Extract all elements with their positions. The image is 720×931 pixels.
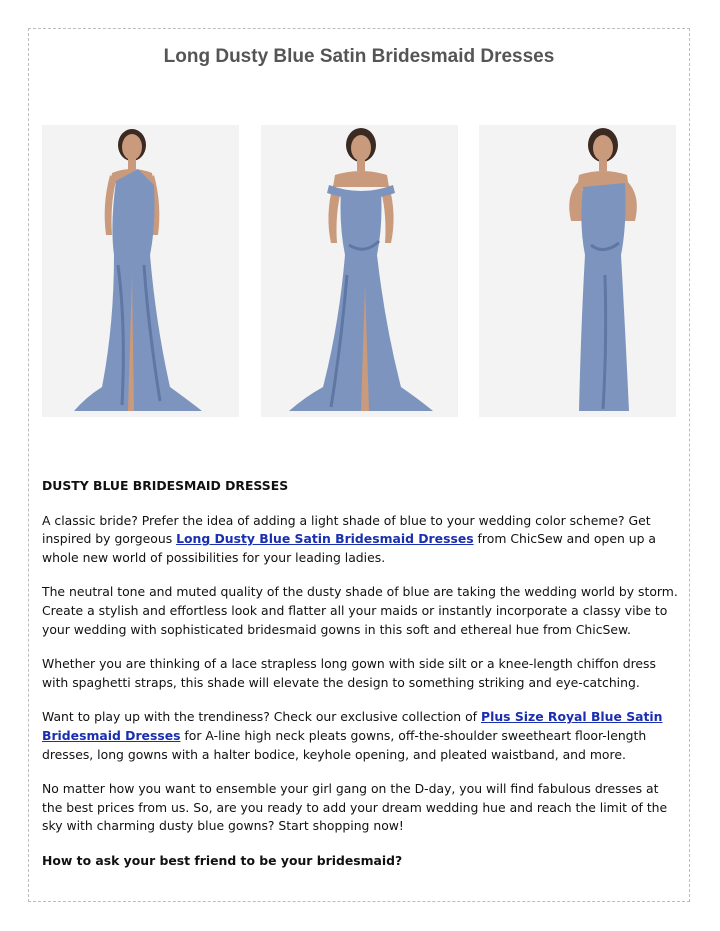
dress-photo-one-shoulder <box>42 125 239 417</box>
closing-heading: How to ask your best friend to be your bridesmaid? <box>42 852 403 868</box>
link-plus-size-royal-blue-satin-bridesmaid-dresses[interactable]: Plus Size Royal Blue Satin Bridesmaid Dresses <box>42 709 663 743</box>
page-title: Long Dusty Blue Satin Bridesmaid Dresses <box>163 46 555 67</box>
paragraph-lace-chiffon: Whether you are thinking of a lace strapless long gown with side silt or a knee-length chiffon dress with spaghetti straps, this shade will elevate the design to something striking and eye-catching. <box>42 656 656 690</box>
paragraph-text: A classic bride? Prefer the idea of adding a light shade of blue to your wedding color scheme? Get inspired by gorgeous <box>42 512 651 547</box>
section-heading: DUSTY BLUE BRIDESMAID DRESSES <box>42 478 289 493</box>
paragraph-text: from ChicSew and open up a whole new world of possibilities for your leading ladies. <box>42 531 657 565</box>
link-long-dusty-blue-satin-bridesmaid-dresses[interactable]: Long Dusty Blue Satin Bridesmaid Dresses <box>176 531 474 547</box>
paragraph-shopping: No matter how you want to ensemble your girl gang on the D-day, you will find fabulous dresses at the best prices from us. So, are you ready to add your dream wedding hue and reach the limit of the sky with charming dusty blue gowns? Start shopping now! <box>42 781 668 834</box>
paragraph-neutral-tone: The neutral tone and muted quality of the dusty shade of blue are taking the wedding world by storm. Create a stylish and effortless look and flatter all your maids or instantly incorporate a classy vibe to your wedding with sophisticated bridesmaid gowns in this soft and ethereal hue from ChicSew. <box>42 584 678 637</box>
paragraph-text: for A-line high neck pleats gowns, off-the-shoulder sweetheart floor-length dresses, long gowns with a halter bodice, keyhole opening, and pleated waistband, and more. <box>42 727 647 762</box>
paragraph-text: Want to play up with the trendiness? Check our exclusive collection of <box>42 709 481 725</box>
article-body <box>42 477 682 887</box>
paragraph-trendiness <box>42 708 682 764</box>
paragraph-intro <box>42 512 682 568</box>
dress-photo-off-shoulder <box>261 125 458 417</box>
document-page <box>28 28 690 902</box>
dress-photo-strapless <box>479 125 676 417</box>
